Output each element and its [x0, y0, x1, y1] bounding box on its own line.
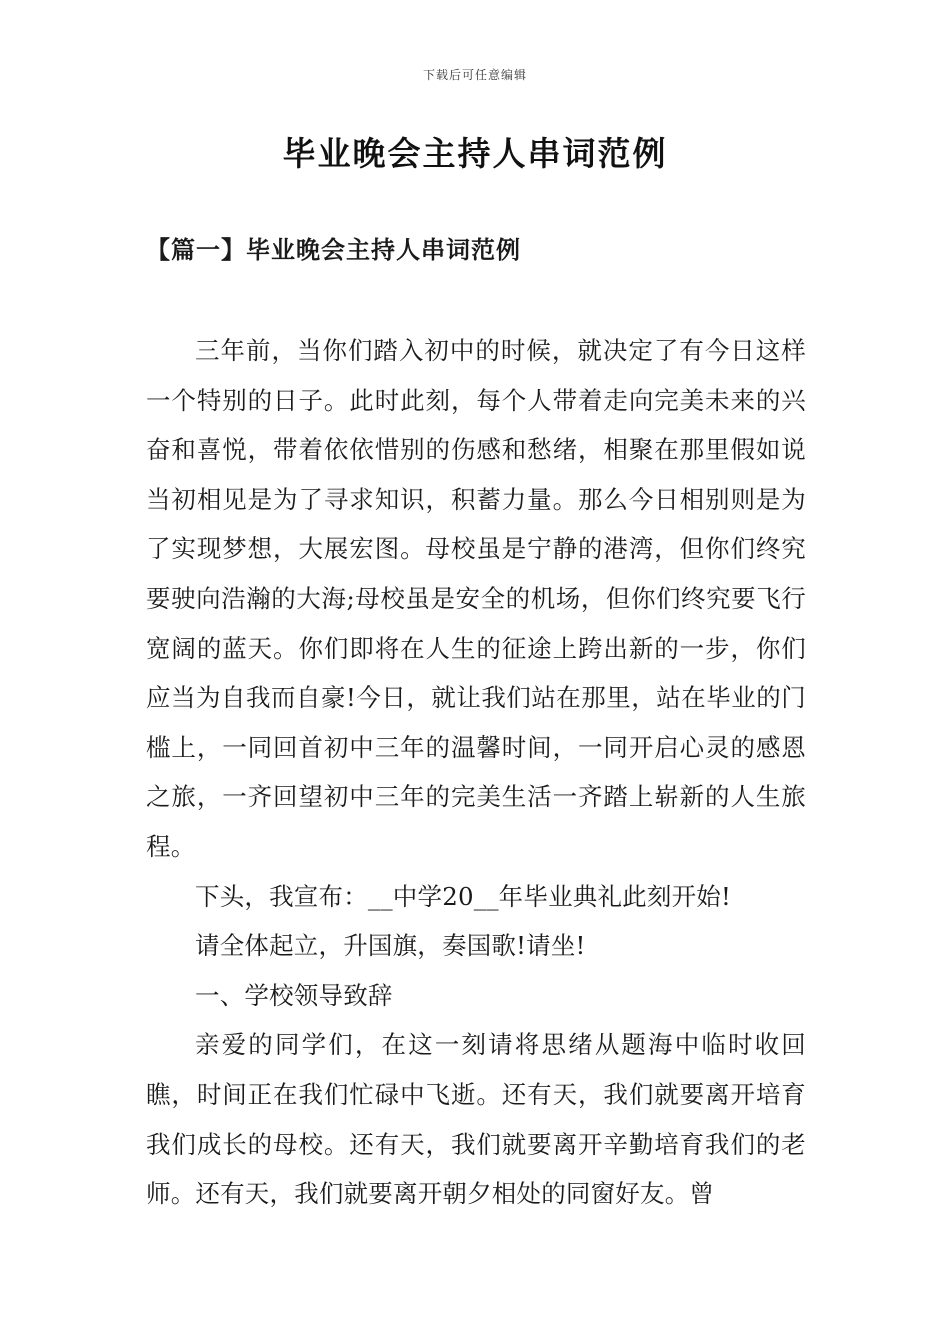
paragraph-announcement: 下头，我宣布：__中学20__年毕业典礼此刻开始! [195, 881, 732, 911]
paragraph-intro: 三年前，当你们踏入初中的时候，就决定了有今日这样一个特别的日子。此时此刻，每个人带着走向完美未来的兴奋和喜悦，带着依依惜别的伤感和愁绪，相聚在那里假如说当初相见是为了寻求知识，积蓄力量。那么今日相别则是为了实现梦想，大展宏图。母校虽是宁静的港湾，但你们终究要驶向浩瀚的大海;母校虽是安全的机场，但你们终究要飞行宽阔的蓝天。你们即将在人生的征途上跨出新的一步，你们应当为自我而自豪!今日，就让我们站在那里，站在毕业的门槛上，一同回首初中三年的温馨时间，一同开启心灵的感恩之旅，一齐回望初中三年的完美生活一齐踏上崭新的人生旅程。 [146, 336, 806, 861]
paragraph-agenda-item: 一、学校领导致辞 [195, 980, 393, 1010]
paragraph-leader-speech: 亲爱的同学们，在这一刻请将思绪从题海中临时收回瞧，时间正在我们忙碌中飞逝。还有天，我们就要离开培育我们成长的母校。还有天，我们就要离开辛勤培育我们的老师。还有天，我们就要离开朝夕相处的同窗好友。曾 [146, 1030, 806, 1209]
header-note: 下载后可任意编辑 [422, 68, 527, 82]
paragraph-anthem: 请全体起立，升国旗，奏国歌!请坐! [195, 931, 586, 961]
document-title: 毕业晚会主持人串词范例 [282, 134, 668, 173]
section-heading: 【篇一】毕业晚会主持人串词范例 [146, 235, 521, 264]
body-text [146, 326, 806, 1219]
